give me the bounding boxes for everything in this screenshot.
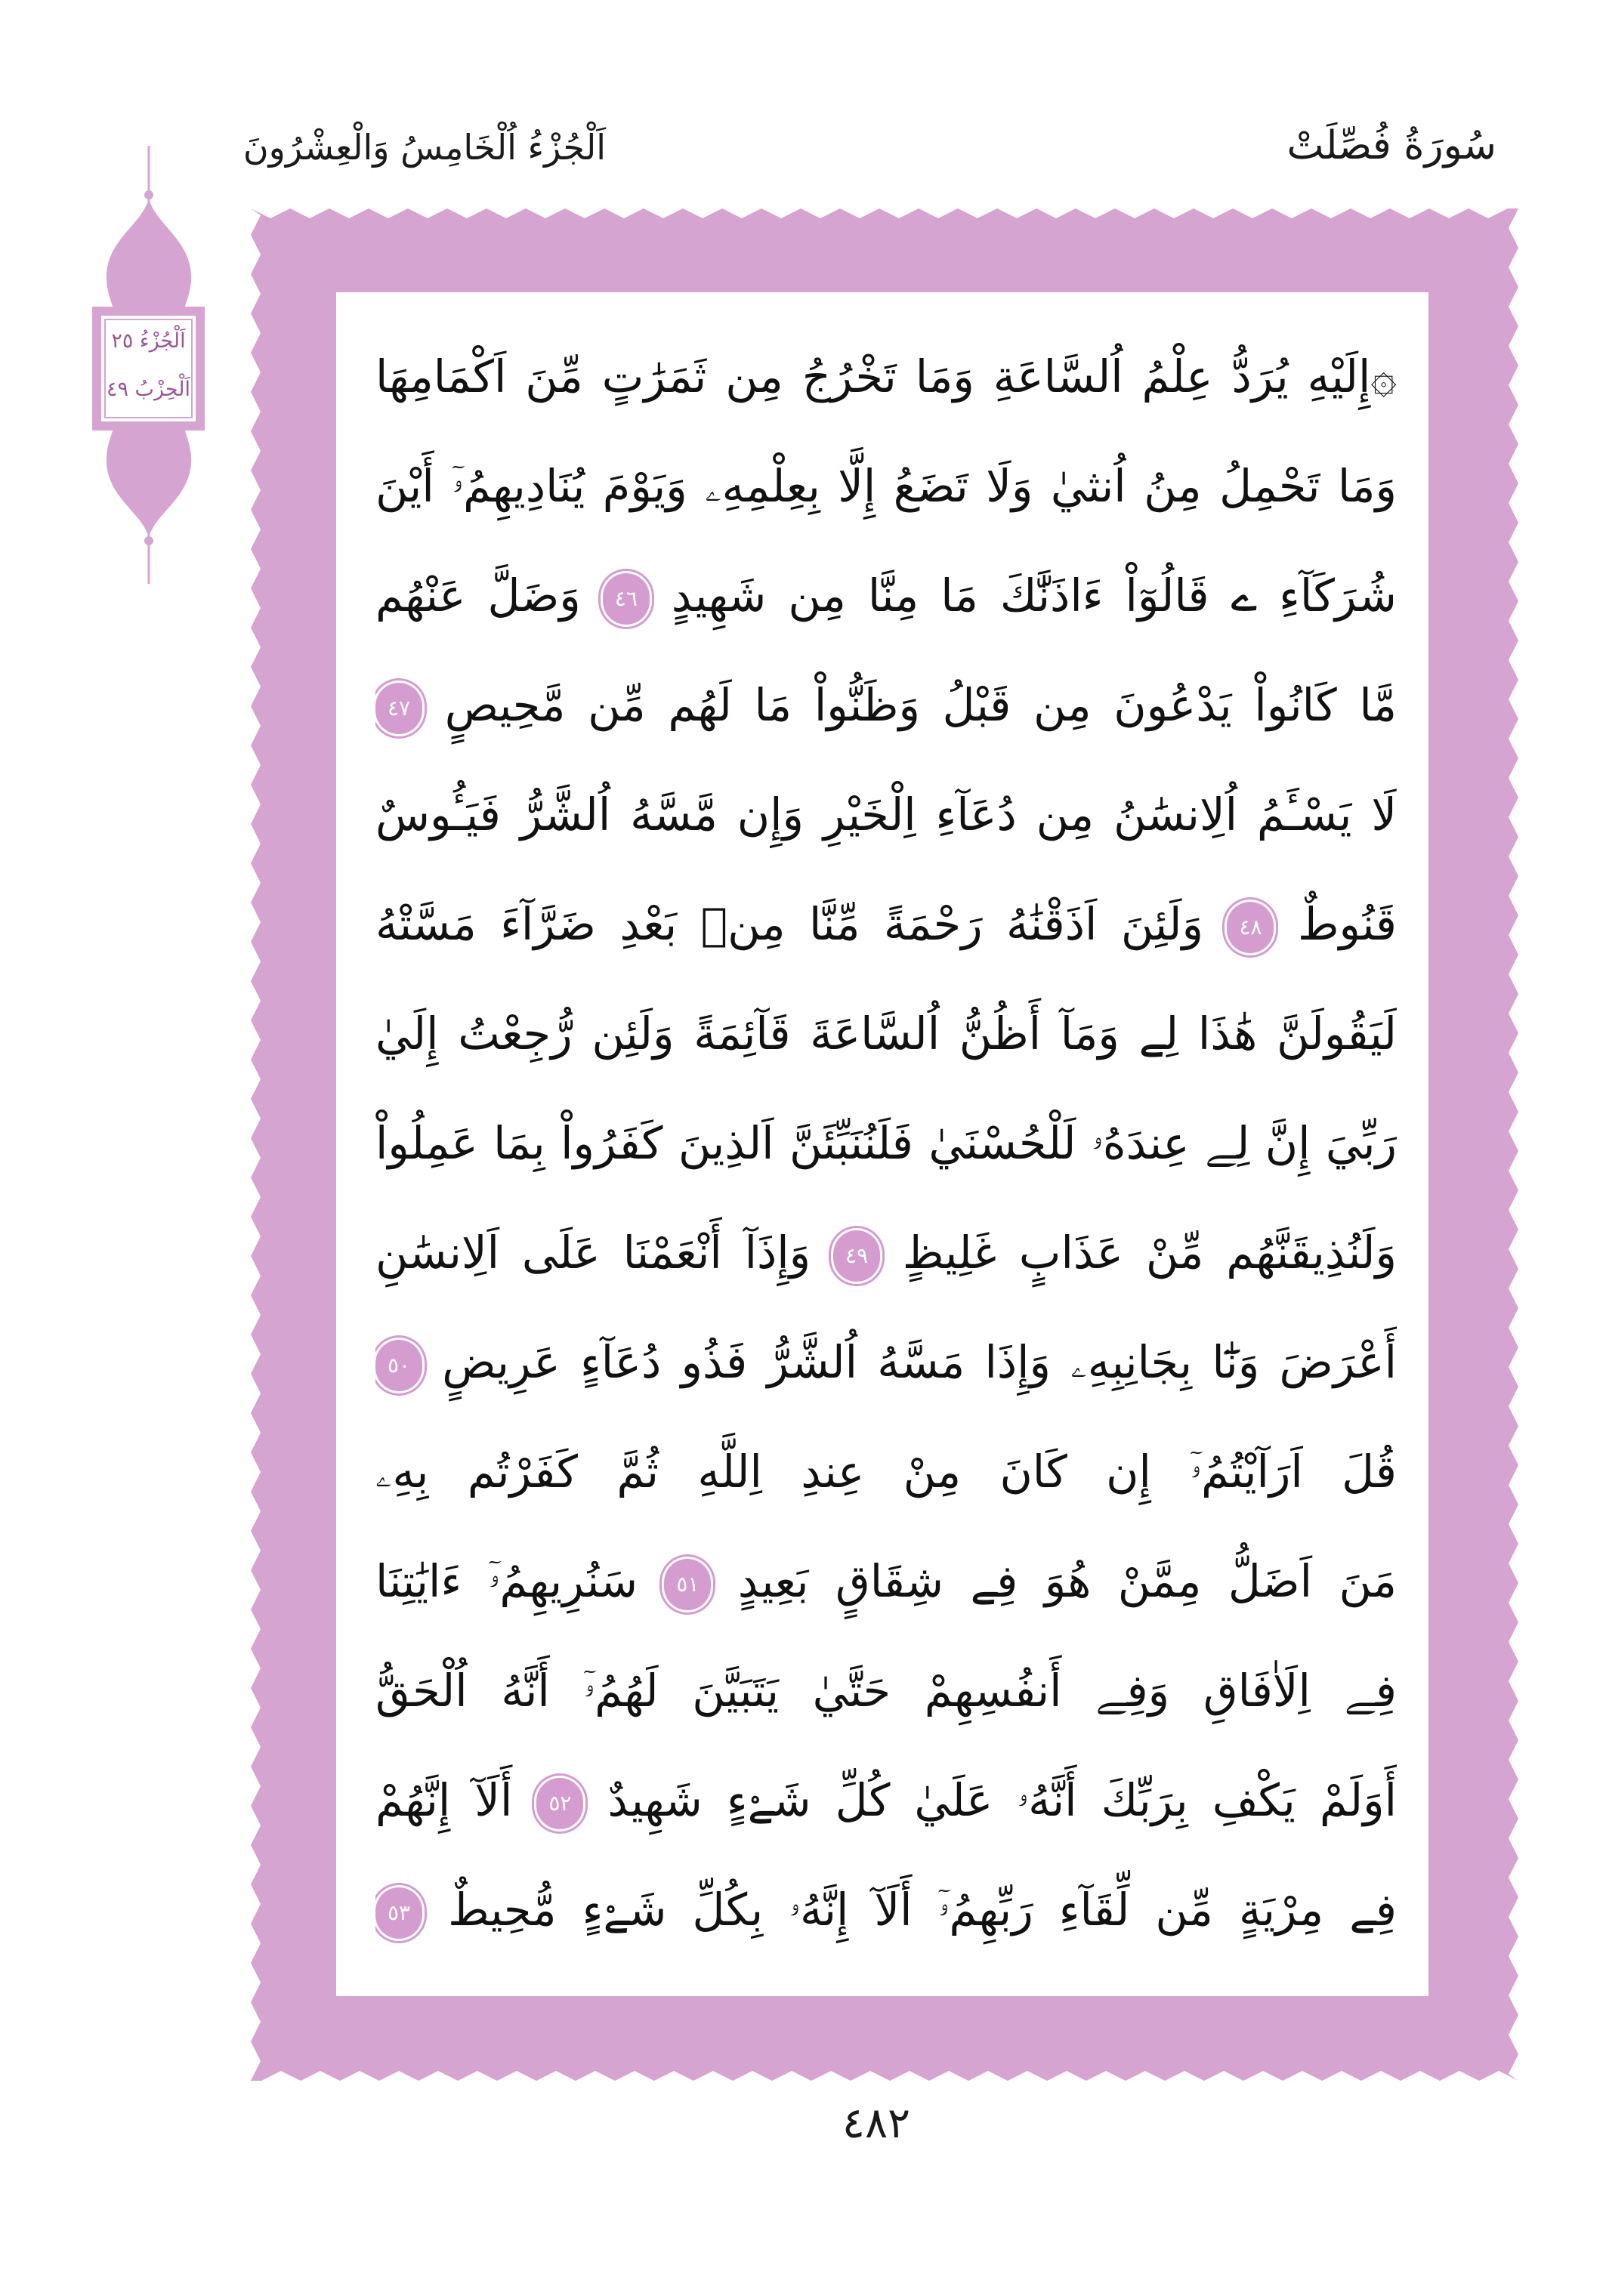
quran-line-1 — [375, 322, 1397, 431]
quran-line-4 — [375, 650, 1397, 760]
juz-hizb-label — [97, 317, 200, 423]
ayah-number-marker: ٤٩ — [833, 1230, 880, 1282]
verse-text: وَمَا تَحْمِلُ مِنُ اُنثيٰ وَلَا تَضَعُ إِلَّا بِعِلْمِهِۦ وَيَوْمَ يُنَادِيهِمُۥٓ أَيْنَ — [375, 460, 1397, 512]
verse-text: وَلَنُذِيقَنَّهُم مِّنْ عَذَابٍ غَلِيظٍ — [902, 1227, 1397, 1279]
quran-line-10 — [375, 1307, 1397, 1417]
verse-text: مَنَ اَضَلُّ مِمَّنْ هُوَ فِے شِقَاقٍ بَعِيدٍ — [737, 1555, 1397, 1607]
quran-line-7 — [375, 979, 1397, 1088]
verse-text: أَلَآ إِنَّهُمْ — [375, 1774, 513, 1826]
verse-text: فِے مِرْيَةٍ مِّن لِّقَآءِ رَبِّهِمُۥٓ أَلَآ إِنَّهُۥ بِكُلِّ شَےْءٍ مُّحِيطٌ — [448, 1884, 1397, 1936]
quran-line-14 — [375, 1745, 1397, 1855]
verse-text: شُرَكَآءِ ے قَالُوٓاْ ءَاذَنَّٰكَ مَا مِنَّا مِن شَهِيدٍ — [671, 569, 1397, 622]
verse-text: وَإِذَآ أَنْعَمْنَا عَلَى اَلِانسَٰنِ — [375, 1227, 811, 1279]
verse-text: وَضَلَّ عَنْهُم — [375, 569, 581, 622]
quran-line-13 — [375, 1636, 1397, 1745]
quran-text-block — [375, 322, 1397, 1964]
quran-line-12 — [375, 1526, 1397, 1636]
juz-title-header: اَلْجُزْءُ اُلْخَامِسُ وَالْعِشْرُونَ — [242, 127, 606, 168]
quran-line-3 — [375, 541, 1397, 650]
ornament-bottom-dome — [107, 430, 191, 538]
page-number: ٤٨٢ — [842, 2099, 911, 2148]
verse-text: رَبِّيَ إِنَّ لِے عِندَهُۥ لَلْحُسْنَيٰ فَلَنُنَبِّئَنَّ اَلذِينَ كَفَرُواْ بِمَا عَمِلُواْ — [375, 1117, 1397, 1169]
ayah-number-marker: ٥١ — [664, 1559, 711, 1610]
quran-line-8 — [375, 1088, 1397, 1198]
verse-text: قُلَ اَرَآيْتُمُۥٓ إِن كَانَ مِنْ عِندِ اِللَّهِ ثُمَّ كَفَرْتُم بِهِۦ — [375, 1446, 1397, 1498]
quran-line-9 — [375, 1198, 1397, 1307]
verse-text: مَّا كَانُواْ يَدْعُونَ مِن قَبْلُ وَظَنُّواْ مَا لَهُم مِّن مَّحِيصٍ — [444, 679, 1397, 731]
juz-number-label: اَلْجُزْءُ ٢٥ — [111, 329, 186, 353]
ayah-number-marker: ٥٢ — [536, 1778, 583, 1829]
ayah-number-marker: ٤٨ — [1227, 902, 1274, 953]
ayah-number-marker: ٤٧ — [375, 683, 422, 734]
quran-line-5 — [375, 760, 1397, 869]
ayah-number-marker: ٥٣ — [375, 1887, 422, 1939]
verse-text: سَنُرِيهِمُۥٓ ءَايَٰتِنَا — [375, 1555, 638, 1607]
verse-text: لَيَقُولَنَّ هَٰذَا لِے وَمَآ أَظُنُّ اُلسَّاعَةَ قَآئِمَةً وَلَئِن رُّجِعْتُ إِلَيٰ — [375, 1008, 1397, 1060]
quran-line-11 — [375, 1417, 1397, 1526]
verse-text: ۞إِلَيْهِ يُرَدُّ عِلْمُ اُلسَّاعَةِ وَمَا تَخْرُجُ مِن ثَمَرَٰتٍ مِّنَ اَكْمَامِهَا — [375, 350, 1397, 403]
quran-line-15 — [375, 1855, 1397, 1964]
verse-text: قَنُوطٌ — [1297, 898, 1397, 950]
verse-text: وَلَئِنَ اَذَقْنَٰهُ رَحْمَةً مِّنَّا مِنۢ بَعْدِ ضَرَّآءَ مَسَّتْهُ — [375, 898, 1204, 950]
ornament-top-finial — [144, 190, 153, 199]
ornament-bottom-finial — [144, 536, 153, 545]
surah-name-header: سُورَةُ فُصِّلَتْ — [1286, 123, 1496, 168]
verse-text: لَا يَسْـَٔمُ اُلِانسَٰنُ مِن دُعَآءِ اِلْخَيْرِ وَإِن مَّسَّهُ اُلشَّرُّ فَيَـُٔوسٌ — [375, 788, 1397, 841]
verse-text: أَعْرَضَ وَنَٰٓا بِجَانِبِهِۦ وَإِذَا مَسَّهُ اُلشَّرُّ فَذُو دُعَآءٍ عَرِيضٍ — [442, 1336, 1397, 1388]
hizb-number-label: اَلْحِزْبُ ٤٩ — [106, 378, 191, 401]
ornament-top-dome — [107, 198, 191, 307]
quran-line-2 — [375, 431, 1397, 541]
quran-line-6 — [375, 869, 1397, 979]
ayah-number-marker: ٤٦ — [603, 573, 650, 625]
verse-text: أَوَلَمْ يَكْفِ بِرَبِّكَ أَنَّهُۥ عَلَيٰ كُلِّ شَےْءٍ شَهِيدٌ — [607, 1774, 1397, 1826]
verse-text: فِے اِلَاٰفَاقِ وَفِے أَنفُسِهِمْ حَتَّيٰ يَتَبَيَّنَ لَهُمُۥٓ أَنَّهُ اُلْحَقُّ — [375, 1665, 1397, 1717]
ayah-number-marker: ٥٠ — [375, 1340, 422, 1391]
